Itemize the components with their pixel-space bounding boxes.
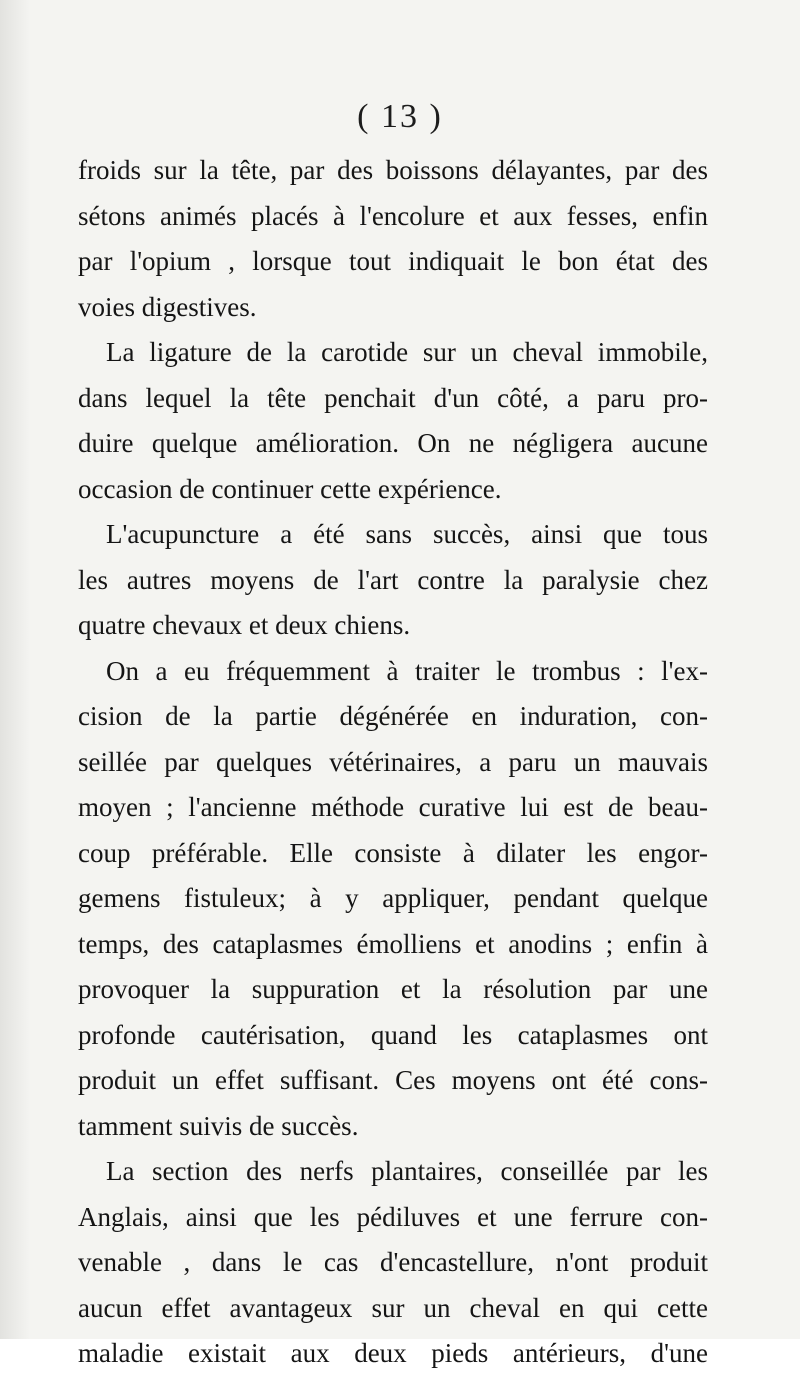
text-line: On a eu fréquemment à traiter le trombus : l'ex-: [106, 655, 708, 686]
text-line: maladie existait aux deux pieds antérieurs, d'une: [78, 1338, 708, 1368]
text-line: quatre chevaux et deux chiens.: [78, 610, 411, 640]
page-number: ( 13 ): [357, 98, 443, 135]
text-line: La ligature de la carotide sur un cheval immobile,: [106, 337, 708, 367]
text-line: tamment suivis de succès.: [78, 1110, 359, 1141]
text-line: dans lequel la tête penchait d'un côté, a paru pro-: [78, 382, 708, 413]
text-line: voies digestives.: [78, 291, 257, 322]
text-line: venable , dans le cas d'encastellure, n'ont produit: [78, 1247, 708, 1277]
text-line: temps, des cataplasmes émolliens et anodins ; enfin à: [78, 928, 708, 959]
text-line: cision de la partie dégénérée en induration, con-: [78, 701, 708, 731]
page-edge-shadow: [0, 0, 30, 1339]
text-line: aucun effet avantageux sur un cheval en qui cette: [78, 1292, 708, 1323]
text-line: Anglais, ainsi que les pédiluves et une ferrure con-: [78, 1201, 708, 1232]
text-line: seillée par quelques vétérinaires, a paru un mauvais: [78, 746, 708, 777]
text-line: froids sur la tête, par des boissons délayantes, par des: [78, 155, 708, 185]
text-line: profonde cautérisation, quand les cataplasmes ont: [78, 1019, 708, 1050]
text-line: par l'opium , lorsque tout indiquait le bon état des: [78, 246, 708, 276]
text-line: L'acupuncture a été sans succès, ainsi que tous: [106, 519, 708, 549]
text-line: occasion de continuer cette expérience.: [78, 473, 502, 504]
text-line: les autres moyens de l'art contre la paralysie chez: [78, 564, 708, 595]
text-line: provoquer la suppuration et la résolution par une: [78, 974, 708, 1004]
text-line: La section des nerfs plantaires, conseillée par les: [106, 1156, 708, 1186]
text-line: produit un effet suffisant. Ces moyens ont été cons-: [78, 1065, 708, 1095]
body-text: [78, 148, 708, 1377]
text-line: duire quelque amélioration. On ne négligera aucune: [78, 428, 708, 458]
text-line: moyen ; l'ancienne méthode curative lui est de beau-: [78, 792, 708, 822]
text-line: gemens fistuleux; à y appliquer, pendant quelque: [78, 883, 708, 913]
text-line: coup préférable. Elle consiste à dilater les engor-: [78, 837, 708, 868]
text-line: sétons animés placés à l'encolure et aux fesses, enfin: [78, 200, 708, 231]
